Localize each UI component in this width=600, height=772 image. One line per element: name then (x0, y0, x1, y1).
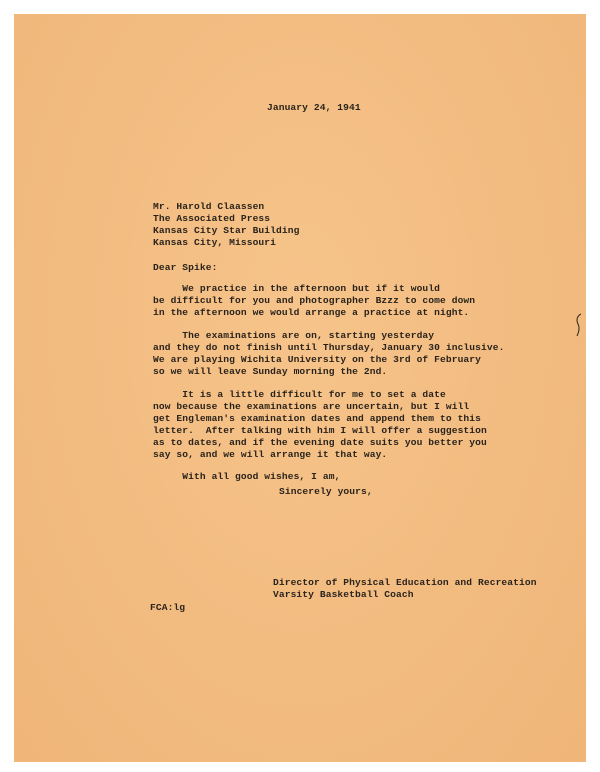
paragraph-line: in the afternoon we would arrange a practice at night. (153, 307, 470, 318)
recipient-building: Kansas City Star Building (153, 225, 300, 236)
closing-wishes: With all good wishes, I am, (153, 471, 341, 482)
paragraph-line: as to dates, and if the evening date suits you better you (153, 437, 487, 448)
paragraph-line: and they do not finish until Thursday, January 30 inclusive. (153, 342, 505, 353)
letter-page (14, 14, 586, 762)
margin-mark (574, 312, 584, 338)
recipient-name: Mr. Harold Claassen (153, 201, 265, 212)
paragraph-line: We practice in the afternoon but if it would (153, 283, 441, 294)
paragraph-line: be difficult for you and photographer Bzzz to come down (153, 295, 476, 306)
signature-title-line-1: Director of Physical Education and Recreation (273, 577, 537, 588)
paragraph-line: get Engleman's examination dates and append them to this (153, 413, 482, 424)
paragraph-line: now because the examinations are uncertain, but I will (153, 401, 470, 412)
paragraph-line: We are playing Wichita University on the 3rd of February (153, 354, 482, 365)
closing: Sincerely yours, (279, 486, 373, 497)
typist-initials: FCA:lg (150, 602, 186, 613)
paragraph-line: The examinations are on, starting yesterday (153, 330, 435, 341)
paragraph-line: so we will leave Sunday morning the 2nd. (153, 366, 388, 377)
recipient-organization: The Associated Press (153, 213, 271, 224)
letter-date: January 24, 1941 (267, 102, 361, 113)
salutation: Dear Spike: (153, 262, 218, 273)
paragraph-line: say so, and we will arrange it that way. (153, 449, 388, 460)
recipient-city: Kansas City, Missouri (153, 237, 277, 248)
paragraph-line: It is a little difficult for me to set a date (153, 389, 446, 400)
paragraph-line: letter. After talking with him I will offer a suggestion (153, 425, 487, 436)
signature-title-line-2: Varsity Basketball Coach (273, 589, 414, 600)
